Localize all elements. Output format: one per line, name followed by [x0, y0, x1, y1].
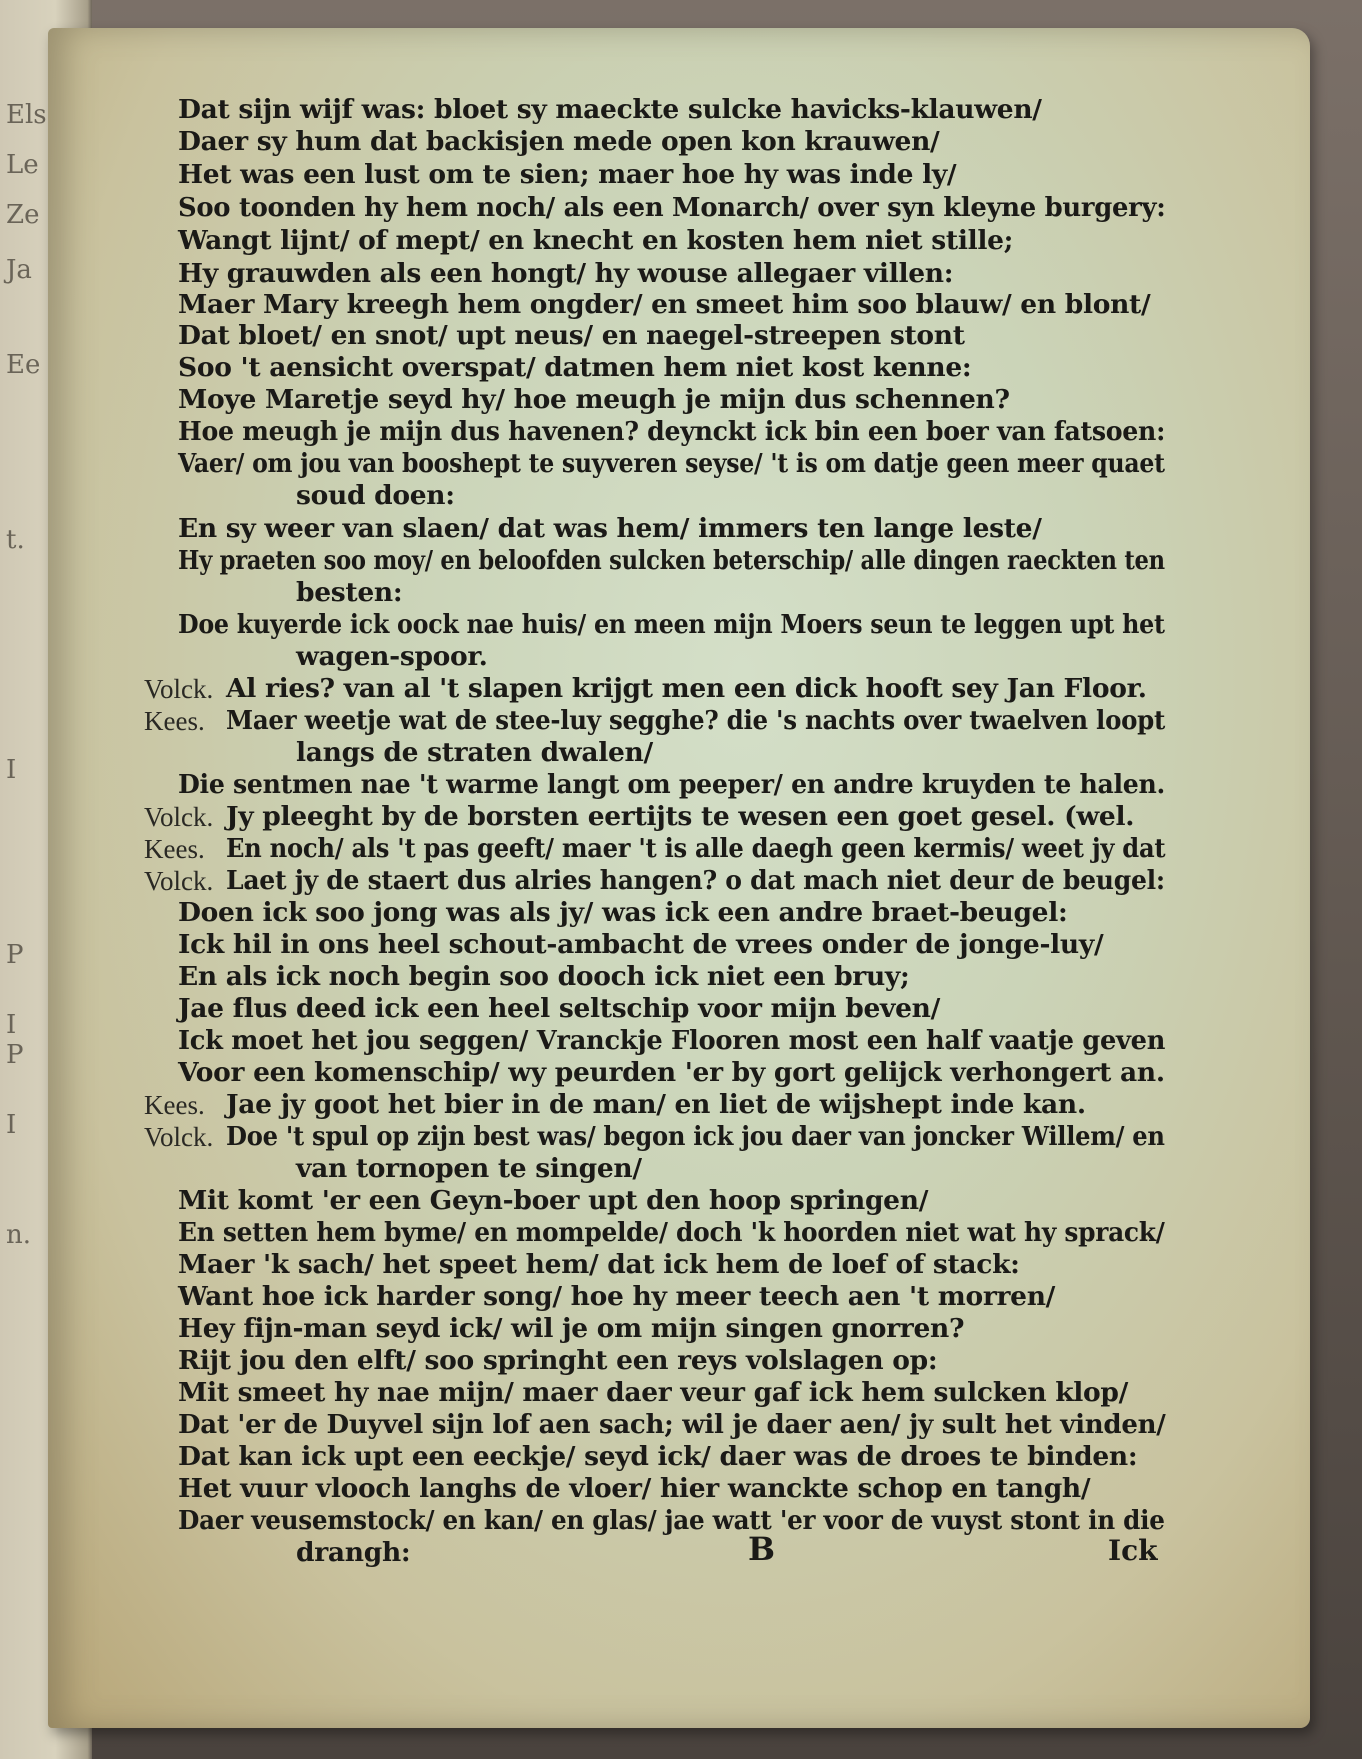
- verse-line: soud doen:: [296, 480, 455, 511]
- left-page-fragment: Els: [6, 100, 47, 130]
- left-page-fragment: I: [6, 755, 17, 785]
- verse-line: Maer 'k sach/ het speet hem/ dat ick hem de loef of stack:: [178, 1249, 1020, 1280]
- verse-line: Ick moet het jou seggen/ Vranckje Flooren most een half vaatje geven: [178, 1025, 1166, 1056]
- speaker-label: Volck.: [144, 866, 214, 896]
- verse-line: Soo toonden hy hem noch/ als een Monarch/ over syn kleyne burgery:: [178, 192, 1166, 223]
- verse-line: Hy grauwden als een hongt/ hy wouse allegaer villen:: [178, 258, 954, 289]
- verse-line: Daer veusemstock/ en kan/ en glas/ jae watt 'er voor de vuyst stont in die: [178, 1505, 1165, 1536]
- verse-line: Jae flus deed ick een heel seltschip voor mijn beven/: [178, 993, 941, 1024]
- left-page-fragment: n.: [6, 1220, 32, 1250]
- left-page-fragment: I: [6, 1110, 17, 1140]
- verse-line: Dat bloet/ en snot/ upt neus/ en naegel-streepen stont: [178, 320, 965, 351]
- verse-line: Dat kan ick upt een eeckje/ seyd ick/ daer was de droes te binden:: [178, 1441, 1138, 1472]
- verse-line: En als ick noch begin soo dooch ick niet een bruy;: [178, 961, 910, 992]
- verse-line: Voor een komenschip/ wy peurden 'er by gort gelijck verhongert an.: [178, 1057, 1165, 1088]
- verse-line: En sy weer van slaen/ dat was hem/ immers ten lange leste/: [178, 513, 1042, 544]
- verse-line: Die sentmen nae 't warme langt om peeper/ en andre kruyden te halen.: [178, 769, 1166, 800]
- verse-line: Mit smeet hy nae mijn/ maer daer veur gaf ick hem sulcken klop/: [178, 1377, 1129, 1408]
- verse-line: Hey fijn-man seyd ick/ wil je om mijn singen gnorren?: [178, 1313, 965, 1344]
- verse-line: besten:: [296, 577, 403, 608]
- verse-line: Wangt lijnt/ of mept/ en knecht en kosten hem niet stille;: [178, 225, 1014, 256]
- verse-line: Al ries? van al 't slapen krijgt men een dick hooft sey Jan Floor.: [226, 673, 1147, 704]
- verse-line: Doe kuyerde ick oock nae huis/ en meen mijn Moers seun te leggen upt het: [178, 609, 1165, 640]
- verse-line: Daer sy hum dat backisjen mede open kon krauwen/: [178, 126, 940, 157]
- left-page-fragment: P: [6, 940, 24, 970]
- verse-line: drangh:: [296, 1537, 411, 1568]
- verse-line: Dat sijn wijf was: bloet sy maeckte sulcke havicks-klauwen/: [178, 94, 1042, 125]
- verse-line: Dat 'er de Duyvel sijn lof aen sach; wil je daer aen/ jy sult het vinden/: [178, 1409, 1166, 1440]
- signature-mark: B: [748, 1530, 776, 1568]
- verse-line: Rijt jou den elft/ soo springht een reys volslagen op:: [178, 1345, 938, 1376]
- speaker-label: Volck.: [144, 674, 214, 704]
- verse-line: Doe 't spul op zijn best was/ begon ick jou daer van joncker Willem/ en: [226, 1121, 1165, 1152]
- verse-line: En setten hem byme/ en mompelde/ doch 'k hoorden niet wat hy sprack/: [178, 1217, 1165, 1248]
- verse-line: van tornopen te singen/: [296, 1153, 642, 1184]
- speaker-label: Kees.: [144, 834, 205, 864]
- verse-line: Mit komt 'er een Geyn-boer upt den hoop springen/: [178, 1185, 929, 1216]
- verse-line: Het vuur vlooch langhs de vloer/ hier wanckte schop en tangh/: [178, 1473, 1091, 1504]
- speaker-label: Kees.: [144, 706, 205, 736]
- speaker-label: Volck.: [144, 1122, 214, 1152]
- verse-line: Vaer/ om jou van booshept te suyveren seyse/ 't is om datje geen meer quaet: [178, 448, 1165, 479]
- verse-line: Want hoe ick harder song/ hoe hy meer teech aen 't morren/: [178, 1281, 1056, 1312]
- verse-line: Soo 't aensicht overspat/ datmen hem niet kost kenne:: [178, 352, 972, 383]
- verse-line: Jae jy goot het bier in de man/ en liet de wijshept inde kan.: [226, 1089, 1086, 1120]
- verse-line: En noch/ als 't pas geeft/ maer 't is alle daegh geen kermis/ weet jy dat: [226, 833, 1166, 864]
- verse-line: Ick hil in ons heel schout-ambacht de vrees onder de jonge-luy/: [178, 929, 1104, 960]
- verse-line: Hoe meugh je mijn dus havenen? deynckt ick bin een boer van fatsoen:: [178, 416, 1166, 447]
- verse-line: Maer weetje wat de stee-luy segghe? die 's nachts over twaelven loopt: [226, 705, 1166, 736]
- verse-line: Hy praeten soo moy/ en beloofden sulcken beterschip/ alle dingen raeckten ten: [178, 545, 1165, 576]
- speaker-label: Volck.: [144, 802, 214, 832]
- verse-line: Doen ick soo jong was als jy/ was ick een andre braet-beugel:: [178, 897, 1068, 928]
- verse-line: Moye Maretje seyd hy/ hoe meugh je mijn dus schennen?: [178, 384, 1010, 415]
- verse-line: wagen-spoor.: [296, 641, 488, 672]
- catchword: Ick: [1108, 1534, 1158, 1567]
- verse-line: Jy pleeght by de borsten eertijts te wesen een goet gesel. (wel.: [226, 801, 1135, 832]
- left-page-fragment: I: [6, 1010, 17, 1040]
- left-page-fragment: Ze: [6, 200, 40, 230]
- verse-line: Het was een lust om te sien; maer hoe hy was inde ly/: [178, 159, 957, 190]
- left-page-fragment: P: [6, 1040, 24, 1070]
- left-page-fragment: Ee: [6, 350, 41, 380]
- verse-line: Laet jy de staert dus alries hangen? o dat mach niet deur de beugel:: [226, 865, 1165, 896]
- left-page-fragment: Le: [6, 150, 39, 180]
- left-page-fragment: t.: [6, 525, 25, 555]
- speaker-label: Kees.: [144, 1090, 205, 1120]
- verse-line: langs de straten dwalen/: [296, 737, 653, 768]
- left-page-fragment: Ja: [6, 255, 32, 285]
- verse-line: Maer Mary kreegh hem ongder/ en smeet him soo blauw/ en blont/: [178, 289, 1151, 320]
